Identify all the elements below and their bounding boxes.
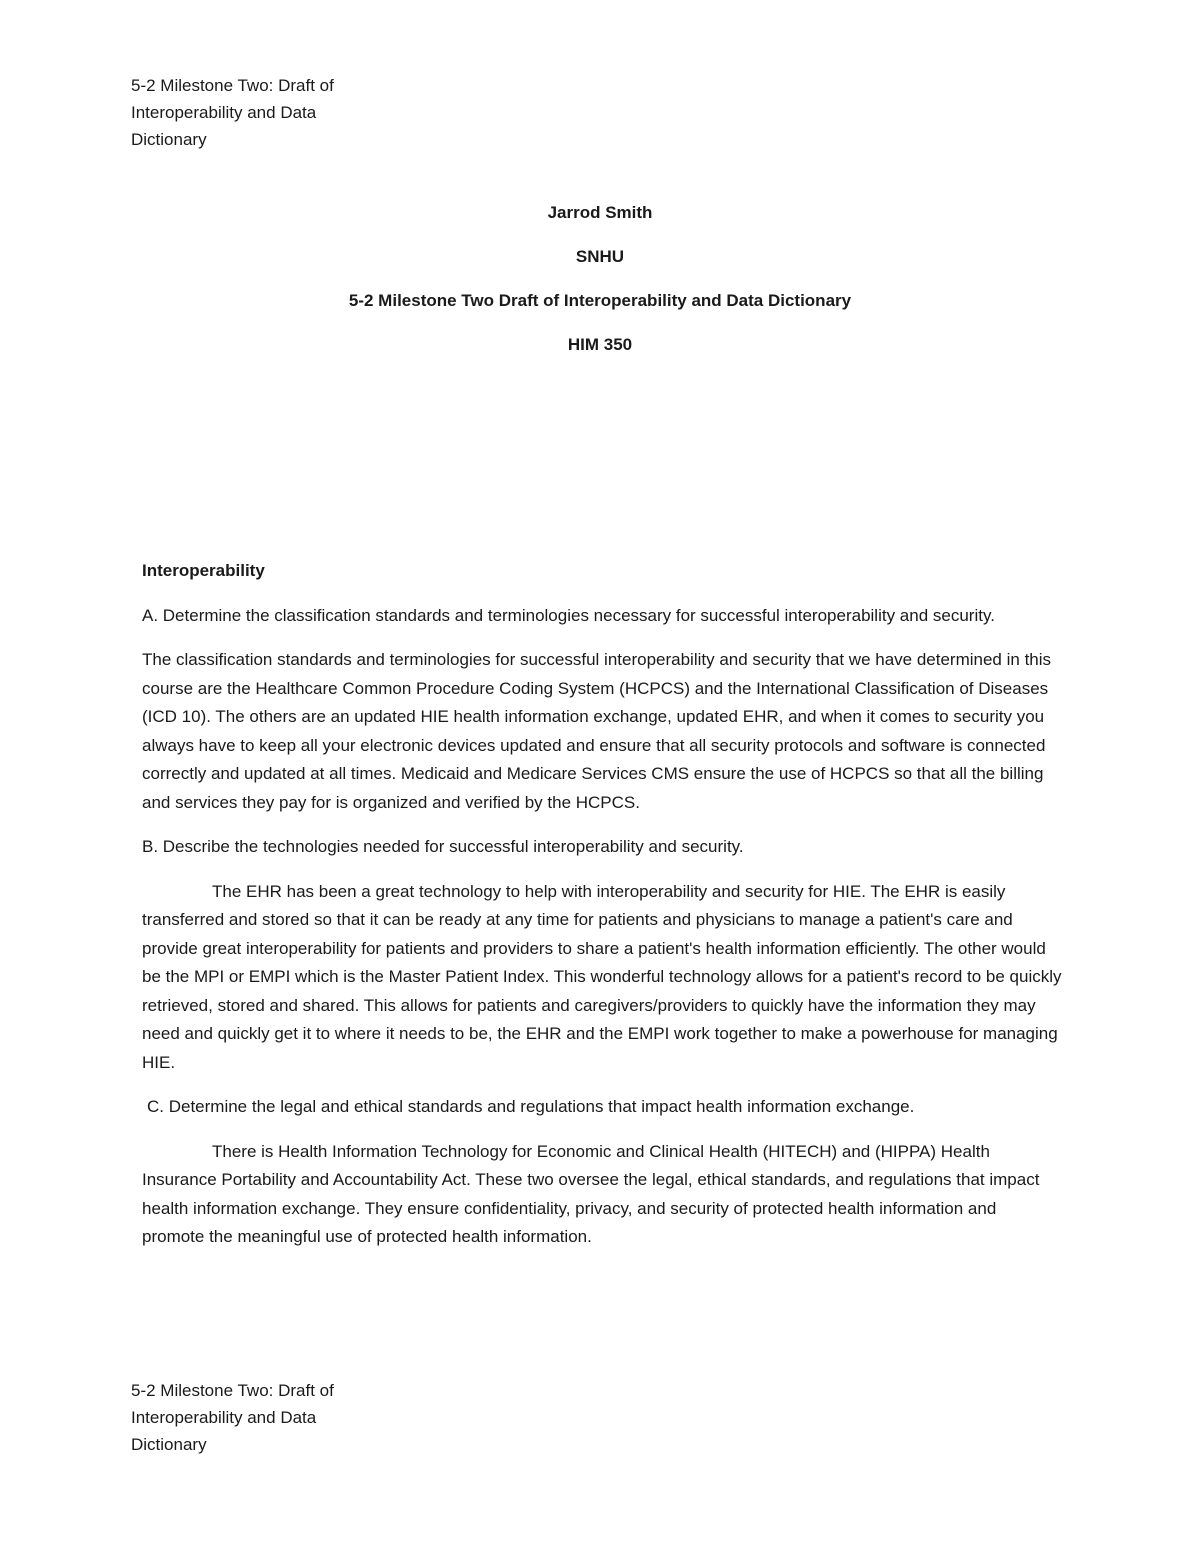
answer-b: The EHR has been a great technology to help with interoperability and security for HIE. The EHR is easily transferred and stored so that it can be ready at any time for patients and physicians to manage a patient's care and provide great interoperability for patients and providers to share a patient's health information efficiently. The other would be the MPI or EMPI which is the Master Patient Index. This wonderful technology allows for a patient's record to be quickly retrieved, stored and shared. This allows for patients and caregivers/providers to quickly have the information they may need and quickly get it to where it needs to be, the EHR and the EMPI work together to make a powerhouse for managing HIE. (142, 881, 1062, 1072)
question-c: C. Determine the legal and ethical standards and regulations that impact health information exchange. (147, 1097, 915, 1116)
running-head-line: 5-2 Milestone Two: Draft of (131, 76, 334, 95)
document-title: 5-2 Milestone Two Draft of Interoperability and Data Dictionary (348, 291, 852, 310)
body-text (142, 557, 1062, 1268)
running-head-line: 5-2 Milestone Two: Draft of (131, 1381, 334, 1400)
running-head-line: Dictionary (131, 130, 207, 149)
question-a: A. Determine the classification standards and terminologies necessary for successful interoperability and security. (142, 605, 995, 625)
running-head-line: Dictionary (131, 1435, 207, 1454)
course-code: HIM 350 (567, 335, 633, 354)
question-b: B. Describe the technologies needed for successful interoperability and security. (142, 837, 744, 856)
running-head-bottom (131, 1377, 391, 1458)
running-head-top (131, 72, 391, 153)
running-head-line: Interoperability and Data (131, 103, 317, 122)
title-block (0, 202, 1200, 378)
author-name: Jarrod Smith (547, 203, 653, 222)
answer-a: The classification standards and terminologies for successful interoperability and security that we have determined in this course are the Healthcare Common Procedure Coding System (HCPCS) and the International Classification of Diseases (ICD 10). The others are an updated HIE health information exchange, updated EHR, and when it comes to security you always have to keep all your electronic devices updated and ensure that all security protocols and software is connected correctly and updated at all times. Medicaid and Medicare Services CMS ensure the use of HCPCS so that all the billing and services they pay for is organized and verified by the HCPCS. (142, 650, 1052, 812)
section-heading: Interoperability (142, 561, 265, 580)
running-head-line: Interoperability and Data (131, 1408, 317, 1427)
institution-name: SNHU (575, 247, 625, 266)
answer-c: There is Health Information Technology for Economic and Clinical Health (HITECH) and (HIPPA) Health Insurance Portability and Accountability Act. These two oversee the legal, ethical standards, and regulations that impact health information exchange. They ensure confidentiality, privacy, and security of protected health information and promote the meaningful use of protected health information. (142, 1141, 1040, 1246)
